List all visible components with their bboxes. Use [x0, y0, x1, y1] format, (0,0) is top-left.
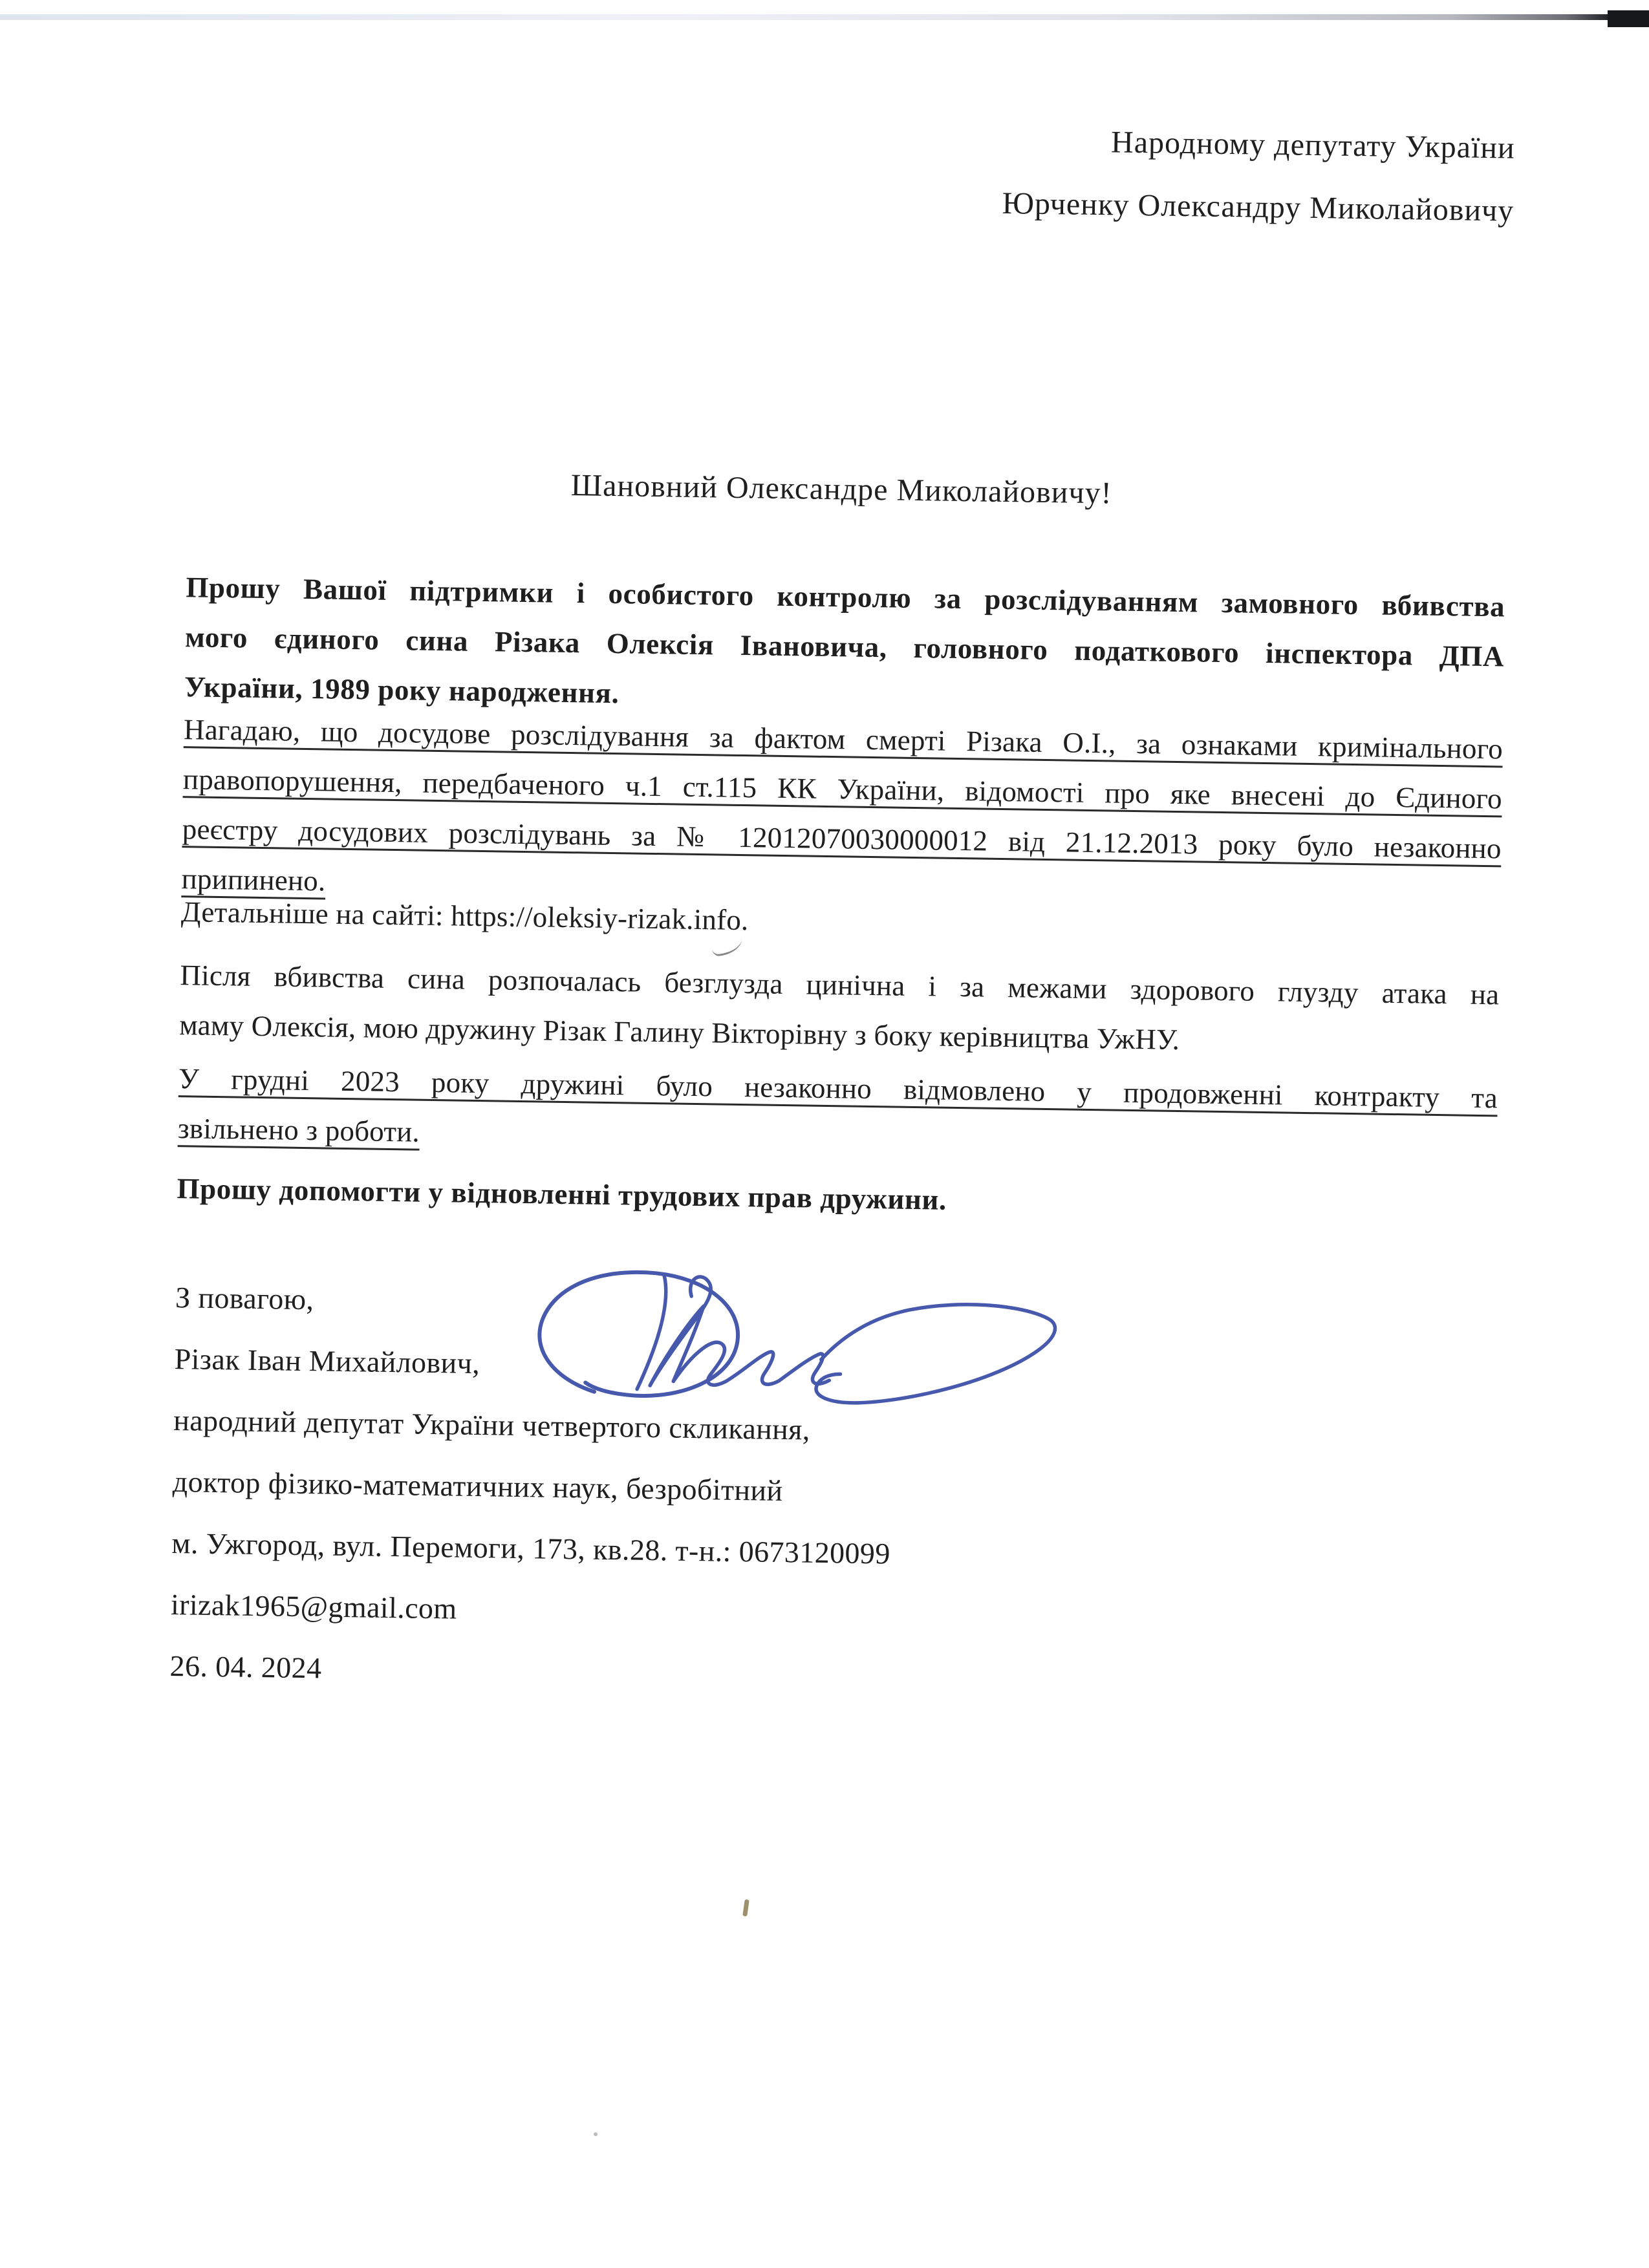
paragraph-line: звільнено з роботи. [177, 1112, 420, 1148]
paragraph-attack [179, 950, 1500, 1069]
paragraph-request-help [177, 1164, 1496, 1233]
sender-email: irizak1965@gmail.com [170, 1588, 457, 1625]
paragraph-line: Нагадаю, що досудове розслідування за фактом смерті Різака О.І., за ознаками кримінального [183, 713, 1503, 765]
paragraph-line: маму Олексія, мою дружину Різак Галину Вікторівну з боку керівництва УжНУ. [179, 1009, 1180, 1056]
paragraph-line: України, 1989 року народження. [184, 670, 620, 710]
paragraph-line: Прошу Вашої підтримки і особистого контролю за розслідуванням замовного вбивства [186, 571, 1505, 623]
salutation: Шановний Олександре Миколайовичу! [570, 468, 1112, 511]
recipient-line-1: Народному депутату України [1110, 125, 1516, 166]
closing-line: З повагою, [175, 1281, 314, 1316]
paragraph-line: Після вбивства сина розпочалась безглузда цинічна і за межами здорового глузду атака на [180, 959, 1500, 1011]
paragraph-request-main [184, 562, 1505, 731]
paragraph-line: мого єдиного сина Різака Олексія Івановича, головного податкового інспектора ДПА [184, 621, 1505, 673]
paragraph-line: У грудні 2023 року дружині було незаконно відмовлено у продовженні контракту та [178, 1062, 1498, 1115]
sender-title-1: народний депутат України четвертого скликання, [173, 1404, 811, 1446]
recipient-block [1002, 109, 1515, 242]
paragraph-line: припинено. [181, 862, 326, 897]
sender-title-2: доктор фізико-математичних наук, безробітний [172, 1465, 783, 1508]
paragraph-line: Прошу допомогти у відновленні трудових прав дружини. [177, 1172, 947, 1216]
letter-date: 26. 04. 2024 [169, 1649, 322, 1685]
paragraph-line: правопорушення, передбаченого ч.1 ст.115 КК України, відомості про яке внесені до Єдиного [182, 763, 1503, 815]
sender-address-phone: м. Ужгород, вул. Перемоги, 173, кв.28. т-н.: 0673120099 [171, 1526, 891, 1570]
sender-name: Різак Іван Михайлович, [174, 1342, 480, 1380]
paragraph-dismissal [177, 1054, 1498, 1173]
handwritten-signature [497, 1258, 1068, 1418]
recipient-line-2: Юрченку Олександру Миколайовичу [1002, 186, 1514, 228]
website-link-text: Детальніше на сайті: https://oleksiy-rizak.info. [180, 895, 749, 937]
paragraph-line: реєстру досудових розслідувань за № 12012070030000012 від 21.12.2013 року було незаконно [182, 813, 1502, 865]
